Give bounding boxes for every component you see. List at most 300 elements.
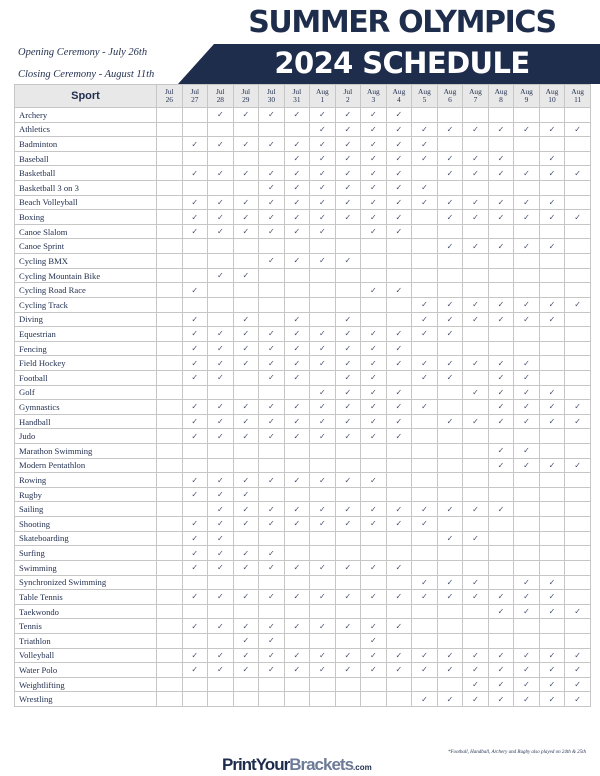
empty-cell (539, 560, 565, 575)
empty-cell (437, 546, 463, 561)
check-icon: ✓ (310, 648, 336, 663)
check-icon: ✓ (259, 502, 285, 517)
empty-cell (488, 546, 514, 561)
empty-cell (284, 268, 310, 283)
table-row (15, 648, 591, 663)
date-header (412, 85, 438, 108)
empty-cell (259, 487, 285, 502)
empty-cell (386, 239, 412, 254)
empty-cell (463, 517, 489, 532)
empty-cell (335, 692, 361, 707)
check-icon: ✓ (361, 122, 387, 137)
check-icon: ✓ (539, 590, 565, 605)
check-icon: ✓ (310, 429, 336, 444)
empty-cell (463, 108, 489, 123)
check-icon: ✓ (182, 414, 208, 429)
empty-cell (386, 546, 412, 561)
check-icon: ✓ (182, 283, 208, 298)
check-icon: ✓ (208, 473, 234, 488)
check-icon: ✓ (310, 108, 336, 123)
title-line-2: 2024 SCHEDULE (274, 46, 530, 80)
check-icon: ✓ (182, 487, 208, 502)
table-row (15, 297, 591, 312)
empty-cell (386, 531, 412, 546)
check-icon: ✓ (565, 458, 591, 473)
check-icon: ✓ (539, 312, 565, 327)
check-icon: ✓ (310, 341, 336, 356)
empty-cell (284, 283, 310, 298)
empty-cell (565, 137, 591, 152)
check-icon: ✓ (514, 414, 540, 429)
check-icon: ✓ (233, 663, 259, 678)
sport-name: Surfing (15, 546, 157, 561)
empty-cell (157, 385, 183, 400)
check-icon: ✓ (463, 239, 489, 254)
check-icon: ✓ (310, 356, 336, 371)
empty-cell (565, 356, 591, 371)
date-header (463, 85, 489, 108)
check-icon: ✓ (233, 414, 259, 429)
table-row (15, 517, 591, 532)
check-icon: ✓ (386, 181, 412, 196)
empty-cell (539, 283, 565, 298)
check-icon: ✓ (259, 224, 285, 239)
check-icon: ✓ (259, 648, 285, 663)
empty-cell (412, 224, 438, 239)
footnote: *Football, Handball, Archery and Rugby also played on 24th & 25th (447, 750, 586, 755)
check-icon: ✓ (259, 400, 285, 415)
check-icon: ✓ (335, 210, 361, 225)
empty-cell (514, 429, 540, 444)
check-icon: ✓ (233, 502, 259, 517)
empty-cell (157, 663, 183, 678)
check-icon: ✓ (514, 575, 540, 590)
empty-cell (539, 137, 565, 152)
check-icon: ✓ (335, 502, 361, 517)
table-row (15, 663, 591, 678)
check-icon: ✓ (259, 210, 285, 225)
check-icon: ✓ (233, 473, 259, 488)
date-month: Aug (494, 87, 508, 96)
empty-cell (463, 633, 489, 648)
empty-cell (259, 312, 285, 327)
check-icon: ✓ (284, 341, 310, 356)
empty-cell (335, 531, 361, 546)
check-icon: ✓ (437, 297, 463, 312)
empty-cell (284, 575, 310, 590)
empty-cell (412, 254, 438, 269)
empty-cell (463, 137, 489, 152)
empty-cell (412, 239, 438, 254)
empty-cell (412, 283, 438, 298)
check-icon: ✓ (182, 517, 208, 532)
empty-cell (539, 268, 565, 283)
empty-cell (157, 575, 183, 590)
check-icon: ✓ (310, 414, 336, 429)
check-icon: ✓ (335, 619, 361, 634)
date-day: 28 (216, 95, 224, 104)
empty-cell (157, 487, 183, 502)
check-icon: ✓ (310, 385, 336, 400)
check-icon: ✓ (412, 122, 438, 137)
empty-cell (157, 677, 183, 692)
check-icon: ✓ (437, 239, 463, 254)
empty-cell (284, 122, 310, 137)
empty-cell (361, 297, 387, 312)
check-icon: ✓ (310, 166, 336, 181)
empty-cell (208, 458, 234, 473)
empty-cell (233, 385, 259, 400)
check-icon: ✓ (335, 137, 361, 152)
check-icon: ✓ (361, 137, 387, 152)
check-icon: ✓ (412, 648, 438, 663)
check-icon: ✓ (361, 517, 387, 532)
empty-cell (310, 283, 336, 298)
date-month: Jul (241, 87, 251, 96)
check-icon: ✓ (386, 560, 412, 575)
empty-cell (539, 619, 565, 634)
check-icon: ✓ (412, 400, 438, 415)
table-row (15, 312, 591, 327)
check-icon: ✓ (488, 414, 514, 429)
check-icon: ✓ (182, 210, 208, 225)
empty-cell (310, 487, 336, 502)
empty-cell (157, 122, 183, 137)
empty-cell (182, 633, 208, 648)
empty-cell (157, 195, 183, 210)
empty-cell (157, 531, 183, 546)
empty-cell (488, 283, 514, 298)
empty-cell (233, 283, 259, 298)
empty-cell (182, 297, 208, 312)
check-icon: ✓ (259, 370, 285, 385)
empty-cell (259, 458, 285, 473)
empty-cell (157, 414, 183, 429)
empty-cell (514, 283, 540, 298)
sport-name: Gymnastics (15, 400, 157, 415)
empty-cell (284, 487, 310, 502)
empty-cell (539, 254, 565, 269)
empty-cell (463, 400, 489, 415)
empty-cell (437, 444, 463, 459)
check-icon: ✓ (310, 560, 336, 575)
check-icon: ✓ (437, 166, 463, 181)
table-row (15, 604, 591, 619)
date-header (335, 85, 361, 108)
empty-cell (310, 312, 336, 327)
empty-cell (157, 633, 183, 648)
schedule-body (15, 108, 591, 707)
empty-cell (514, 254, 540, 269)
check-icon: ✓ (259, 663, 285, 678)
empty-cell (412, 268, 438, 283)
empty-cell (335, 268, 361, 283)
empty-cell (565, 385, 591, 400)
check-icon: ✓ (284, 370, 310, 385)
check-icon: ✓ (182, 341, 208, 356)
check-icon: ✓ (208, 663, 234, 678)
check-icon: ✓ (565, 297, 591, 312)
check-icon: ✓ (514, 210, 540, 225)
empty-cell (208, 575, 234, 590)
empty-cell (463, 619, 489, 634)
empty-cell (514, 560, 540, 575)
empty-cell (565, 633, 591, 648)
empty-cell (182, 502, 208, 517)
empty-cell (463, 604, 489, 619)
empty-cell (259, 239, 285, 254)
sport-name: Taekwondo (15, 604, 157, 619)
empty-cell (539, 327, 565, 342)
date-month: Jul (190, 87, 200, 96)
check-icon: ✓ (182, 195, 208, 210)
check-icon: ✓ (208, 166, 234, 181)
empty-cell (412, 385, 438, 400)
empty-cell (335, 546, 361, 561)
empty-cell (182, 692, 208, 707)
table-row (15, 166, 591, 181)
check-icon: ✓ (412, 327, 438, 342)
check-icon: ✓ (208, 429, 234, 444)
table-row (15, 633, 591, 648)
empty-cell (488, 181, 514, 196)
empty-cell (310, 370, 336, 385)
check-icon: ✓ (565, 663, 591, 678)
empty-cell (514, 502, 540, 517)
empty-cell (488, 517, 514, 532)
empty-cell (463, 560, 489, 575)
check-icon: ✓ (208, 210, 234, 225)
check-icon: ✓ (565, 677, 591, 692)
check-icon: ✓ (208, 356, 234, 371)
empty-cell (565, 254, 591, 269)
check-icon: ✓ (463, 312, 489, 327)
sport-column-header: Sport (15, 85, 157, 108)
check-icon: ✓ (412, 517, 438, 532)
check-icon: ✓ (335, 341, 361, 356)
empty-cell (437, 341, 463, 356)
empty-cell (412, 108, 438, 123)
check-icon: ✓ (233, 633, 259, 648)
check-icon: ✓ (284, 473, 310, 488)
check-icon: ✓ (565, 122, 591, 137)
check-icon: ✓ (182, 356, 208, 371)
check-icon: ✓ (182, 648, 208, 663)
empty-cell (284, 604, 310, 619)
empty-cell (310, 239, 336, 254)
check-icon: ✓ (208, 590, 234, 605)
check-icon: ✓ (539, 297, 565, 312)
check-icon: ✓ (361, 327, 387, 342)
empty-cell (182, 268, 208, 283)
empty-cell (463, 268, 489, 283)
empty-cell (539, 356, 565, 371)
empty-cell (514, 108, 540, 123)
check-icon: ✓ (514, 385, 540, 400)
check-icon: ✓ (361, 385, 387, 400)
check-icon: ✓ (259, 619, 285, 634)
check-icon: ✓ (488, 166, 514, 181)
empty-cell (539, 502, 565, 517)
check-icon: ✓ (335, 473, 361, 488)
check-icon: ✓ (437, 648, 463, 663)
check-icon: ✓ (412, 151, 438, 166)
check-icon: ✓ (463, 385, 489, 400)
sport-name: Triathlon (15, 633, 157, 648)
table-row (15, 444, 591, 459)
check-icon: ✓ (488, 370, 514, 385)
check-icon: ✓ (284, 312, 310, 327)
empty-cell (463, 327, 489, 342)
check-icon: ✓ (284, 108, 310, 123)
date-month: Jul (292, 87, 302, 96)
check-icon: ✓ (514, 239, 540, 254)
empty-cell (310, 444, 336, 459)
empty-cell (539, 487, 565, 502)
check-icon: ✓ (208, 400, 234, 415)
empty-cell (157, 181, 183, 196)
date-day: 10 (548, 95, 556, 104)
empty-cell (437, 268, 463, 283)
empty-cell (157, 692, 183, 707)
empty-cell (488, 108, 514, 123)
empty-cell (310, 677, 336, 692)
empty-cell (488, 560, 514, 575)
check-icon: ✓ (565, 414, 591, 429)
check-icon: ✓ (182, 531, 208, 546)
table-row (15, 429, 591, 444)
check-icon: ✓ (386, 195, 412, 210)
empty-cell (157, 210, 183, 225)
empty-cell (386, 254, 412, 269)
check-icon: ✓ (386, 517, 412, 532)
check-icon: ✓ (335, 108, 361, 123)
empty-cell (157, 166, 183, 181)
empty-cell (514, 487, 540, 502)
check-icon: ✓ (488, 312, 514, 327)
check-icon: ✓ (335, 254, 361, 269)
check-icon: ✓ (233, 312, 259, 327)
empty-cell (208, 692, 234, 707)
check-icon: ✓ (259, 633, 285, 648)
check-icon: ✓ (437, 122, 463, 137)
sport-name: Handball (15, 414, 157, 429)
sport-name: Basketball 3 on 3 (15, 181, 157, 196)
empty-cell (437, 224, 463, 239)
check-icon: ✓ (335, 590, 361, 605)
check-icon: ✓ (463, 195, 489, 210)
empty-cell (514, 531, 540, 546)
empty-cell (157, 151, 183, 166)
check-icon: ✓ (259, 254, 285, 269)
check-icon: ✓ (335, 385, 361, 400)
empty-cell (157, 297, 183, 312)
empty-cell (437, 181, 463, 196)
empty-cell (463, 546, 489, 561)
empty-cell (182, 385, 208, 400)
check-icon: ✓ (361, 283, 387, 298)
empty-cell (284, 531, 310, 546)
date-header (233, 85, 259, 108)
empty-cell (412, 487, 438, 502)
empty-cell (488, 531, 514, 546)
sport-name: Badminton (15, 137, 157, 152)
check-icon: ✓ (412, 575, 438, 590)
check-icon: ✓ (386, 429, 412, 444)
empty-cell (565, 327, 591, 342)
date-header (437, 85, 463, 108)
check-icon: ✓ (233, 327, 259, 342)
empty-cell (386, 458, 412, 473)
empty-cell (412, 429, 438, 444)
empty-cell (284, 692, 310, 707)
empty-cell (437, 487, 463, 502)
check-icon: ✓ (284, 210, 310, 225)
empty-cell (182, 677, 208, 692)
check-icon: ✓ (361, 400, 387, 415)
check-icon: ✓ (488, 297, 514, 312)
check-icon: ✓ (386, 137, 412, 152)
sport-name: Skateboarding (15, 531, 157, 546)
check-icon: ✓ (437, 210, 463, 225)
empty-cell (488, 473, 514, 488)
table-row (15, 385, 591, 400)
check-icon: ✓ (386, 122, 412, 137)
check-icon: ✓ (539, 458, 565, 473)
check-icon: ✓ (259, 181, 285, 196)
check-icon: ✓ (386, 151, 412, 166)
check-icon: ✓ (259, 429, 285, 444)
empty-cell (361, 604, 387, 619)
check-icon: ✓ (182, 166, 208, 181)
empty-cell (463, 370, 489, 385)
check-icon: ✓ (233, 400, 259, 415)
check-icon: ✓ (412, 590, 438, 605)
check-icon: ✓ (361, 414, 387, 429)
check-icon: ✓ (310, 502, 336, 517)
check-icon: ✓ (233, 487, 259, 502)
check-icon: ✓ (208, 560, 234, 575)
empty-cell (565, 195, 591, 210)
check-icon: ✓ (182, 590, 208, 605)
check-icon: ✓ (335, 560, 361, 575)
table-row (15, 414, 591, 429)
check-icon: ✓ (386, 356, 412, 371)
empty-cell (157, 517, 183, 532)
empty-cell (361, 677, 387, 692)
empty-cell (361, 575, 387, 590)
empty-cell (565, 341, 591, 356)
empty-cell (233, 692, 259, 707)
opening-ceremony: Opening Ceremony - July 26th (18, 47, 148, 58)
empty-cell (565, 590, 591, 605)
check-icon: ✓ (208, 546, 234, 561)
check-icon: ✓ (361, 590, 387, 605)
table-row (15, 370, 591, 385)
empty-cell (539, 444, 565, 459)
table-row (15, 458, 591, 473)
empty-cell (437, 560, 463, 575)
table-row (15, 546, 591, 561)
empty-cell (437, 254, 463, 269)
date-month: Aug (392, 87, 406, 96)
check-icon: ✓ (310, 224, 336, 239)
title-line-1: SUMMER OLYMPICS (248, 5, 556, 40)
check-icon: ✓ (463, 692, 489, 707)
date-header (310, 85, 336, 108)
check-icon: ✓ (539, 663, 565, 678)
empty-cell (208, 677, 234, 692)
